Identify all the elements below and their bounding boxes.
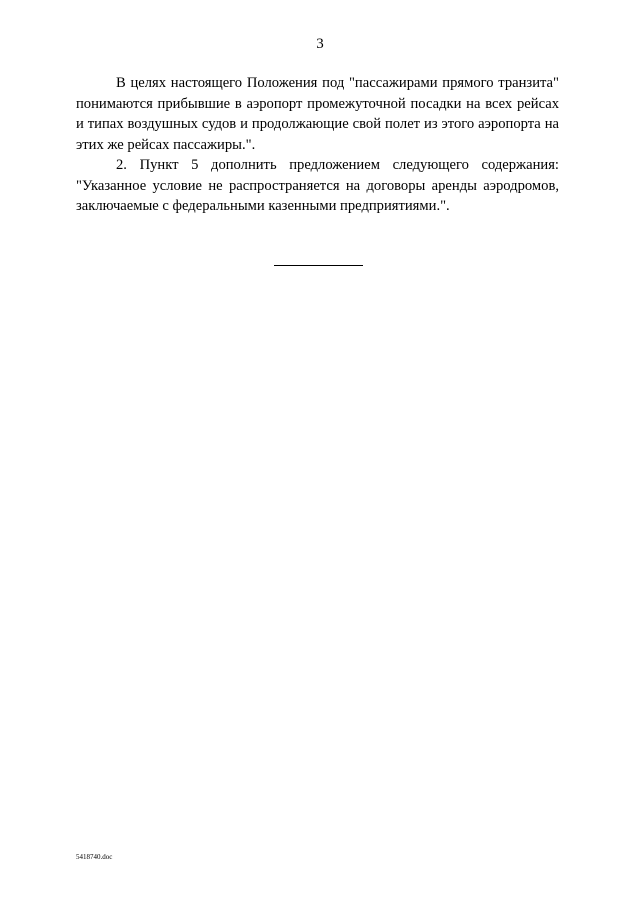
document-body (76, 73, 559, 217)
footer-document-code: 5418740.doc (76, 853, 113, 861)
end-separator-line (274, 265, 363, 266)
paragraph-item-2: 2. Пункт 5 дополнить предложением следующего содержания: "Указанное условие не распространяется на договоры аренды аэродромов, заключаемые с федеральными казенными предприятиями.". (76, 157, 559, 214)
paragraph-transit-definition: В целях настоящего Положения под "пассажирами прямого транзита" понимаются прибывшие в аэропорт промежуточной посадки на всех рейсах и типах воздушных судов и продолжающие свой полет из этого аэропорта на этих же рейсах пассажиры.". (76, 75, 559, 153)
page-number: 3 (316, 36, 324, 52)
